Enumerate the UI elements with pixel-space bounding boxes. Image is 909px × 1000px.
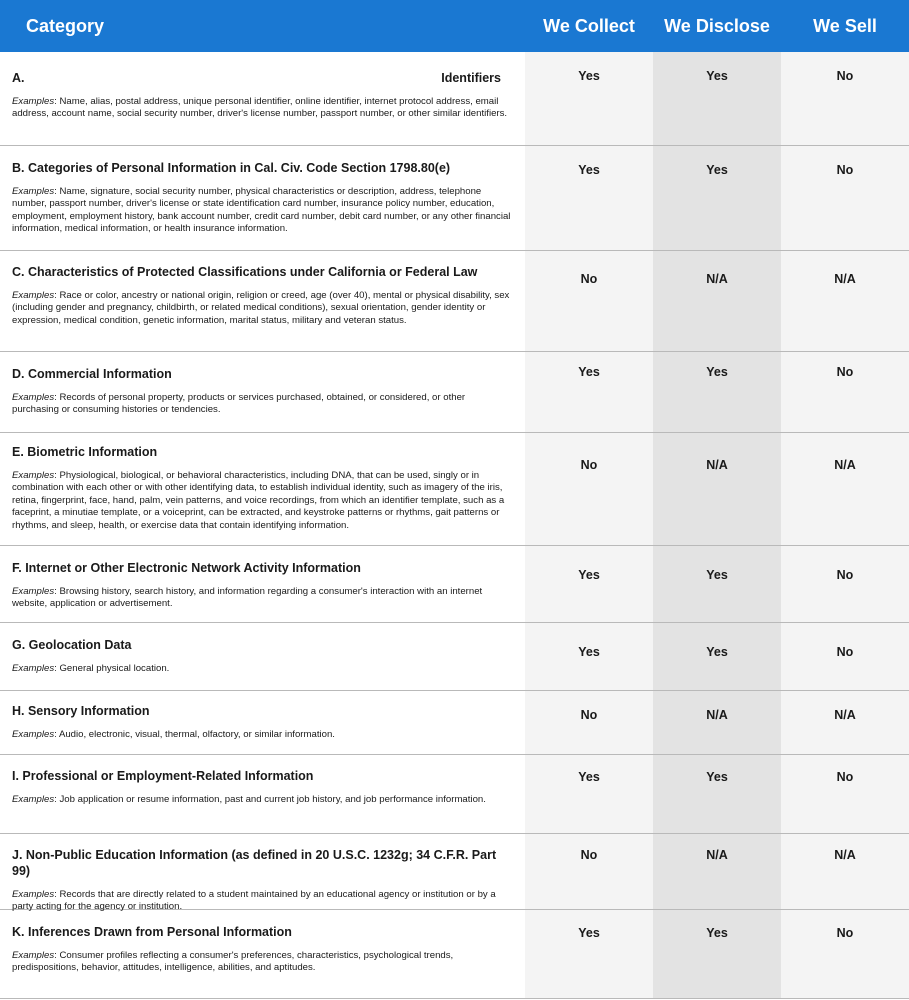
we-collect-value: Yes [525, 146, 653, 250]
category-cell [0, 755, 525, 833]
category-title: F. Internet or Other Electronic Network Activity Information [12, 561, 361, 575]
we-disclose-value: Yes [653, 755, 781, 833]
table-row [0, 546, 909, 623]
we-sell-value: No [781, 755, 909, 833]
we-collect-value: Yes [525, 755, 653, 833]
we-disclose-value: Yes [653, 146, 781, 250]
we-sell-value: No [781, 623, 909, 690]
table-row [0, 834, 909, 913]
category-title: D. Commercial Information [12, 367, 172, 381]
category-title: C. Characteristics of Protected Classifications under California or Federal Law [12, 265, 478, 279]
we-sell-value: No [781, 910, 909, 998]
we-sell-value: No [781, 146, 909, 250]
we-disclose-value: N/A [653, 433, 781, 545]
category-name: Identifiers [441, 71, 501, 85]
table-row [0, 691, 909, 755]
category-cell [0, 546, 525, 622]
we-sell-value: N/A [781, 834, 909, 909]
table-row [0, 755, 909, 834]
header-category: Category [26, 15, 105, 36]
category-title: K. Inferences Drawn from Personal Information [12, 925, 292, 939]
table-row [0, 910, 909, 999]
category-title: B. Categories of Personal Information in Cal. Civ. Code Section 1798.80(e) [12, 161, 451, 175]
we-disclose-value: N/A [653, 691, 781, 754]
category-examples: Examples: Job application or resume information, past and current job history, and job performance information. [12, 794, 486, 805]
table-row [0, 52, 909, 146]
category-cell [0, 834, 525, 913]
category-cell [0, 623, 525, 690]
we-sell-value: N/A [781, 433, 909, 545]
we-sell-value: N/A [781, 691, 909, 754]
category-title: H. Sensory Information [12, 704, 150, 718]
we-collect-value: No [525, 433, 653, 545]
we-sell-value: No [781, 546, 909, 622]
category-examples: Examples: Physiological, biological, or behavioral characteristics, including DNA, that can be used, singly or in combination with each other or with other identifying data, to establish individual identity, such as imagery of the iris, retina, fingerprint, face, hand, palm, vein patterns, and voice recordings, from which an identifier template, such as a faceprint, a minutiae template, or a voiceprint, can be extracted, and keystroke patterns or rhythms, gait patterns or rhythms, and sleep, health, or exercise data that contain identifying information. [12, 470, 505, 531]
category-cell [0, 691, 525, 754]
we-collect-value: Yes [525, 910, 653, 998]
table-row [0, 352, 909, 433]
we-collect-value: No [525, 251, 653, 351]
category-examples: Examples: Records that are directly related to a student maintained by an educational agency or institution or by a party acting for the agency or institution. [12, 889, 496, 913]
category-examples: Examples: General physical location. [12, 663, 170, 674]
header-we-collect: We Collect [543, 15, 635, 36]
category-title: G. Geolocation Data [12, 638, 132, 652]
table-row [0, 146, 909, 251]
category-title: E. Biometric Information [12, 445, 158, 459]
we-disclose-value: N/A [653, 834, 781, 909]
category-examples: Examples: Audio, electronic, visual, thermal, olfactory, or similar information. [12, 729, 335, 740]
table-row [0, 251, 909, 352]
we-collect-value: Yes [525, 623, 653, 690]
table-row [0, 433, 909, 546]
category-cell [0, 146, 525, 250]
category-examples: Examples: Name, signature, social security number, physical characteristics or description, address, telephone number, passport number, driver's license or state identification card number, insurance policy number, education, employment, employment history, bank account number, credit card number, debit card number, or any other financial information, medical information, or health insurance information. [12, 186, 511, 235]
category-letter: A. [12, 71, 25, 85]
we-collect-value: Yes [525, 546, 653, 622]
category-title: J. Non-Public Education Information (as defined in 20 U.S.C. 1232g; 34 C.F.R. Part 99) [12, 848, 497, 878]
category-title: I. Professional or Employment-Related Information [12, 769, 314, 783]
table-header [0, 0, 909, 52]
we-collect-value: Yes [525, 352, 653, 432]
category-examples: Examples: Browsing history, search history, and information regarding a consumer's interaction with an internet website, application or advertisement. [12, 586, 483, 610]
category-cell [0, 433, 525, 545]
header-we-disclose: We Disclose [664, 15, 770, 36]
category-cell [0, 352, 525, 432]
category-cell [0, 910, 525, 998]
category-examples: Examples: Race or color, ancestry or national origin, religion or creed, age (over 40), mental or physical disability, sex (including gender and pregnancy, childbirth, or related medical conditions), sexual orientation, gender identity or expression, medical condition, genetic information, marital status, military and veteran status. [12, 290, 510, 326]
we-collect-value: No [525, 834, 653, 909]
category-examples: Examples: Consumer profiles reflecting a consumer's preferences, characteristics, psychological trends, predispositions, behavior, attitudes, intelligence, abilities, and aptitudes. [12, 950, 454, 974]
header-we-sell: We Sell [813, 15, 877, 36]
table-row [0, 623, 909, 691]
category-examples: Examples: Records of personal property, products or services purchased, obtained, or considered, or other purchasing or consuming histories or tendencies. [12, 392, 466, 416]
category-cell [0, 251, 525, 351]
we-disclose-value: Yes [653, 910, 781, 998]
category-cell [0, 52, 525, 145]
we-disclose-value: N/A [653, 251, 781, 351]
we-disclose-value: Yes [653, 623, 781, 690]
we-sell-value: N/A [781, 251, 909, 351]
we-disclose-value: Yes [653, 352, 781, 432]
category-title [12, 70, 513, 86]
we-sell-value: No [781, 52, 909, 145]
we-disclose-value: Yes [653, 52, 781, 145]
we-collect-value: Yes [525, 52, 653, 145]
category-examples: Examples: Name, alias, postal address, unique personal identifier, online identifier, internet protocol address, email address, account name, social security number, driver's license number, passport number, or other similar identifiers. [12, 96, 508, 120]
we-sell-value: No [781, 352, 909, 432]
we-disclose-value: Yes [653, 546, 781, 622]
we-collect-value: No [525, 691, 653, 754]
